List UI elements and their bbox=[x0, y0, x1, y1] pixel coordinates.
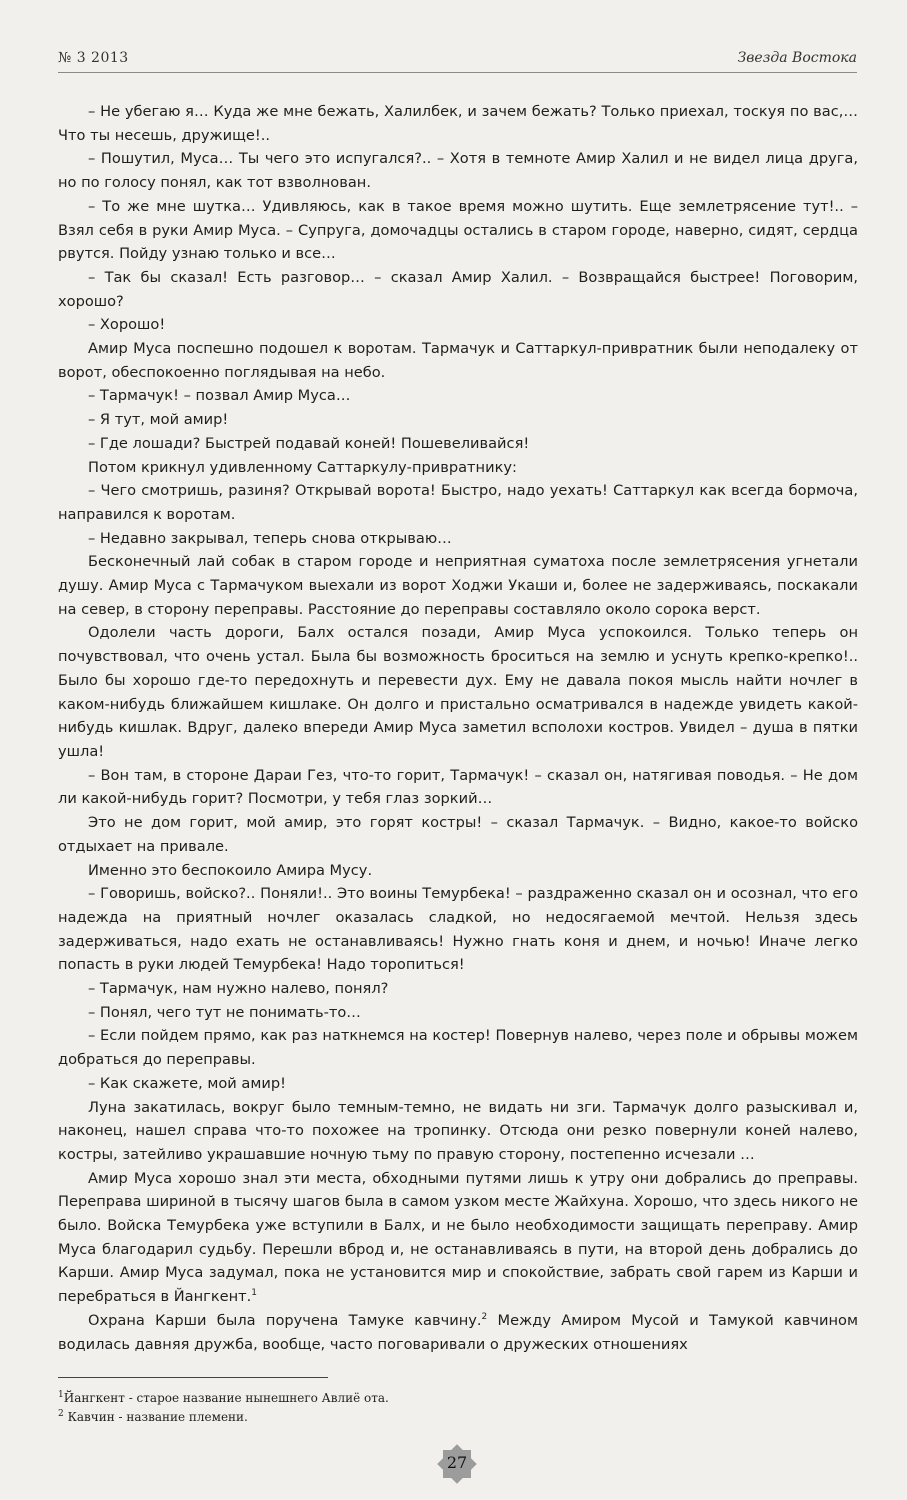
paragraph: – Я тут, мой амир! bbox=[88, 411, 229, 429]
paragraph: Одолели часть дороги, Балх остался позади, Амир Муса успокоился. Только теперь он почувствовал, что очень устал. Была бы возможность броситься на землю и уснуть крепко-крепко!.. Было бы хорошо где-то передохнуть и перевести дух. Ему не давала покоя мысль найти ночлег в каком-нибудь ближайшем кишлаке. Он долго и пристально осматривался в надежде увидеть какой-нибудь кишлак. Вдруг, далеко впереди Амир Муса заметил всполохи костров. Увидел – душа в пятки ушла! bbox=[58, 624, 858, 760]
paragraph-text: Охрана Карши была поручена Тамуке кавчину. bbox=[88, 1311, 482, 1329]
paragraph: – Тармачук! – позвал Амир Муса… bbox=[88, 387, 351, 405]
article-body bbox=[58, 100, 858, 1356]
footnote bbox=[58, 1389, 758, 1408]
paragraph: – Понял, чего тут не понимать-то… bbox=[88, 1003, 361, 1021]
paragraph: Луна закатилась, вокруг было темным-темно, не видать ни зги. Тармачук долго разыскивал и, наконец, нашел справа что-то похожее на тропинку. Отсюда они резко повернули коней налево, костры, затейливо украшавшие ночную тьму по правую сторону, постепенно исчезали … bbox=[58, 1098, 858, 1163]
paragraph: – Недавно закрывал, теперь снова открываю… bbox=[88, 529, 452, 547]
paragraph-text: Между Амиром Мусой и Тамукой кавчином водилась давняя дружба, вообще, часто поговаривали о дружеских отношениях bbox=[58, 1311, 858, 1353]
paragraph: – То же мне шутка… Удивляюсь, как в такое время можно шутить. Еще землетрясение тут!.. – Взял себя в руки Амир Муса. – Супруга, домочадцы остались в старом городе, наверно, сидят, сердца рвутся. Пойду узнаю только и все… bbox=[58, 197, 858, 263]
paragraph: – Если пойдем прямо, как раз наткнемся на костер! Повернув налево, через поле и обрывы можем добраться до переправы. bbox=[58, 1027, 858, 1069]
page-number-badge bbox=[433, 1440, 481, 1488]
footnote-mark: 2 bbox=[58, 1409, 64, 1419]
paragraph: – Хорошо! bbox=[88, 316, 166, 334]
footnotes bbox=[58, 1389, 758, 1427]
paragraph: – Пошутил, Муса… Ты чего это испугался?.. – Хотя в темноте Амир Халил и не видел лица друга, но по голосу понял, как тот взволнован. bbox=[58, 150, 858, 192]
footnote-text: Кавчин - название племени. bbox=[67, 1410, 248, 1424]
paragraph: – Так бы сказал! Есть разговор… – сказал Амир Халил. – Возвращайся быстрее! Поговорим, хорошо? bbox=[58, 268, 858, 310]
paragraph: – Вон там, в стороне Дараи Гез, что-то горит, Тармачук! – сказал он, натягивая поводья. – Не дом ли какой-нибудь горит? Посмотри, у тебя глаз зоркий… bbox=[58, 766, 858, 808]
issue-number: № 3 2013 bbox=[58, 50, 129, 66]
paragraph: – Тармачук, нам нужно налево, понял? bbox=[88, 980, 389, 998]
footnote-text: Йангкент - старое название нынешнего Авлиё ота. bbox=[63, 1391, 389, 1405]
footnote-ref: 2 bbox=[481, 1312, 488, 1322]
footnote-mark: 1 bbox=[58, 1390, 64, 1400]
footnote bbox=[58, 1408, 758, 1427]
paragraph bbox=[58, 1167, 858, 1309]
paragraph: Потом крикнул удивленному Саттаркулу-привратнику: bbox=[88, 458, 517, 476]
paragraph: – Как скажете, мой амир! bbox=[88, 1074, 286, 1092]
running-header bbox=[58, 48, 857, 73]
paragraph: – Говоришь, войско?.. Поняли!.. Это воины Темурбека! – раздраженно сказал он и осознал, что его надежда на приятный ночлег оказалась сладкой, но недосягаемой мечтой. Нельзя здесь задерживаться, надо ехать не останавливаясь! Нужно гнать коня и днем, и ночью! Иначе легко попасть в руки людей Темурбека! Надо торопиться! bbox=[58, 885, 858, 974]
paragraph: Именно это беспокоило Амира Мусу. bbox=[88, 861, 373, 879]
paragraph: Амир Муса поспешно подошел к воротам. Тармачук и Саттаркул-привратник были неподалеку от ворот, обеспокоенно поглядывая на небо. bbox=[58, 340, 858, 381]
footnote-ref: 1 bbox=[251, 1288, 258, 1299]
paragraph: – Не убегаю я… Куда же мне бежать, Халилбек, и зачем бежать? Только приехал, тоскуя по вас,… Что ты несешь, дружище!.. bbox=[58, 103, 858, 144]
page-number: 27 bbox=[446, 1453, 468, 1472]
paragraph: Это не дом горит, мой амир, это горят костры! – сказал Тармачук. – Видно, какое-то войско отдыхает на привале. bbox=[58, 814, 858, 855]
paragraph: – Где лошади? Быстрей подавай коней! Пошевеливайся! bbox=[88, 434, 530, 452]
paragraph: Бесконечный лай собак в старом городе и неприятная суматоха после землетрясения угнетали душу. Амир Муса с Тармачуком выехали из ворот Ходжи Укаши и, более не задерживаясь, поскакали на север, в сторону переправы. Расстояние до переправы составляло около сорока верст. bbox=[58, 553, 858, 618]
paragraph bbox=[58, 1309, 858, 1356]
paragraph-text: Амир Муса хорошо знал эти места, обходными путями лишь к утру они добрались до преправы. Переправа шириной в тысячу шагов была в самом узком месте Жайхуна. Хорошо, что здесь никого не было. Войска Темурбека уже вступили в Балх, и не было необходимости защищать переправу. Амир Муса благодарил судьбу. Перешли вброд и, не останавливаясь в пути, на второй день добрались до Карши. Амир Муса задумал, пока не установится мир и спокойствие, забрать свой гарем из Карши и перебраться в Йангкент. bbox=[58, 1169, 858, 1306]
footnote-divider bbox=[58, 1377, 328, 1378]
paragraph: – Чего смотришь, разиня? Открывай ворота! Быстро, надо уехать! Саттаркул как всегда бормоча, направился к воротам. bbox=[58, 482, 858, 523]
journal-title: Звезда Востока bbox=[737, 50, 857, 66]
